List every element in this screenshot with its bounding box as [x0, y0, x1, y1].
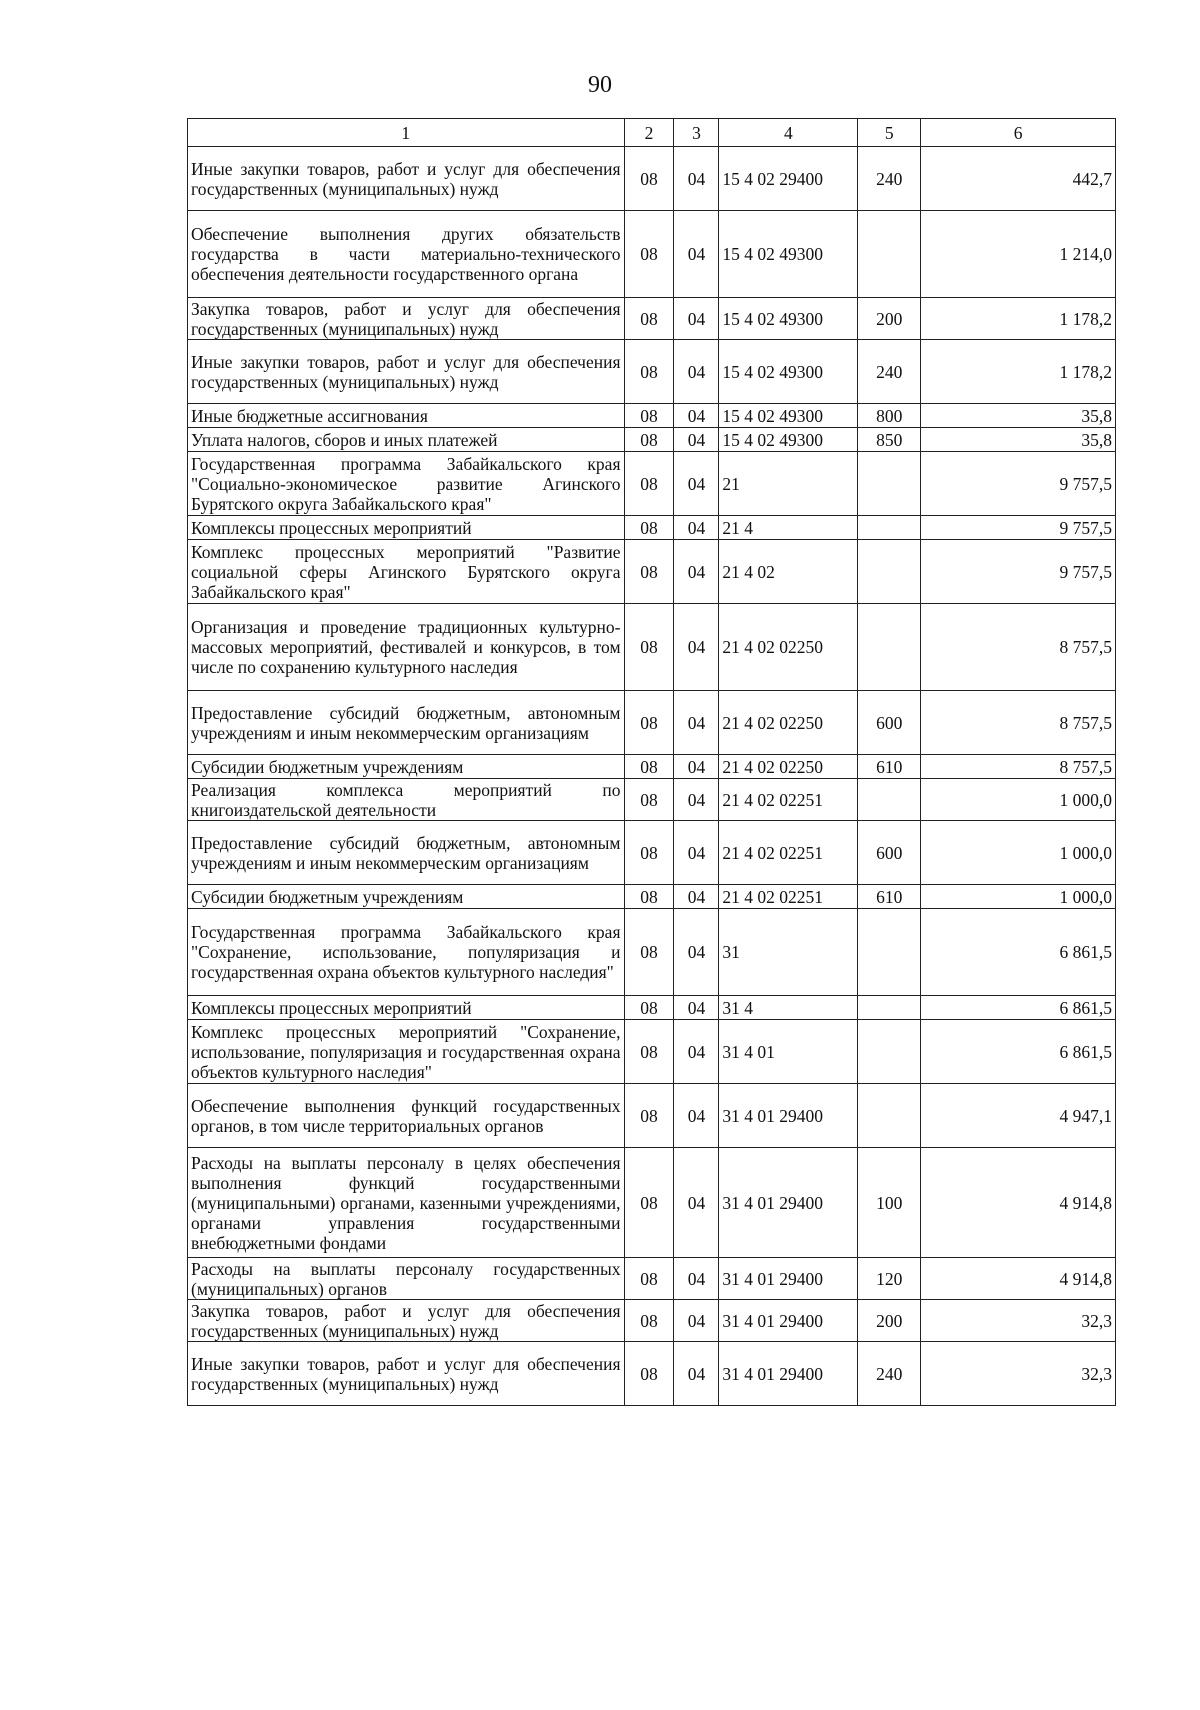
table-row	[188, 516, 1116, 540]
row-amount: 9 757,5	[921, 452, 1116, 516]
budget-table	[187, 118, 1116, 1406]
row-name: Расходы на выплаты персоналу в целях обеспечения выполнения функций государственными (муниципальными) органами, казенными учреждениями, органами управления государственными внебюджетными фондами	[188, 1148, 625, 1258]
table-row	[188, 1148, 1116, 1258]
row-expense-type: 100	[858, 1148, 921, 1258]
row-amount: 6 861,5	[921, 1020, 1116, 1084]
row-subsection: 04	[674, 1300, 719, 1342]
row-target-article: 15 4 02 49300	[719, 211, 858, 298]
row-expense-type: 240	[858, 147, 921, 211]
row-amount: 6 861,5	[921, 909, 1116, 996]
row-expense-type	[858, 909, 921, 996]
row-amount: 32,3	[921, 1342, 1116, 1406]
row-target-article: 31 4 01 29400	[719, 1258, 858, 1300]
row-amount: 1 000,0	[921, 885, 1116, 909]
row-name: Организация и проведение традиционных культурно-массовых мероприятий, фестивалей и конкурсов, в том числе по сохранению культурного наследия	[188, 604, 625, 691]
row-target-article: 21 4 02 02251	[719, 779, 858, 821]
table-row	[188, 909, 1116, 996]
row-subsection: 04	[674, 779, 719, 821]
row-section: 08	[624, 1084, 674, 1148]
row-amount: 442,7	[921, 147, 1116, 211]
row-target-article: 15 4 02 49300	[719, 428, 858, 452]
row-subsection: 04	[674, 604, 719, 691]
row-name: Субсидии бюджетным учреждениям	[188, 755, 625, 779]
row-name: Комплекс процессных мероприятий "Развитие социальной сферы Агинского Бурятского округа Забайкальского края"	[188, 540, 625, 604]
table-row	[188, 1300, 1116, 1342]
row-section: 08	[624, 428, 674, 452]
table-row	[188, 1020, 1116, 1084]
row-subsection: 04	[674, 1148, 719, 1258]
row-expense-type: 610	[858, 885, 921, 909]
row-amount: 32,3	[921, 1300, 1116, 1342]
row-expense-type: 800	[858, 404, 921, 428]
row-section: 08	[624, 516, 674, 540]
row-subsection: 04	[674, 516, 719, 540]
row-name: Расходы на выплаты персоналу государственных (муниципальных) органов	[188, 1258, 625, 1300]
row-name: Иные закупки товаров, работ и услуг для обеспечения государственных (муниципальных) нужд	[188, 340, 625, 404]
row-name: Комплекс процессных мероприятий "Сохранение, использование, популяризация и государственная охрана объектов культурного наследия"	[188, 1020, 625, 1084]
row-subsection: 04	[674, 1084, 719, 1148]
row-section: 08	[624, 1300, 674, 1342]
row-target-article: 15 4 02 49300	[719, 340, 858, 404]
table-body	[188, 147, 1116, 1406]
row-target-article: 31 4 01 29400	[719, 1148, 858, 1258]
row-expense-type	[858, 540, 921, 604]
row-section: 08	[624, 1148, 674, 1258]
row-subsection: 04	[674, 885, 719, 909]
row-expense-type	[858, 779, 921, 821]
header-subsection: 3	[674, 119, 719, 147]
row-name: Государственная программа Забайкальского края "Сохранение, использование, популяризация и государственная охрана объектов культурного наследия"	[188, 909, 625, 996]
header-name: 1	[188, 119, 625, 147]
row-subsection: 04	[674, 147, 719, 211]
row-amount: 1 214,0	[921, 211, 1116, 298]
row-subsection: 04	[674, 1258, 719, 1300]
table-row	[188, 147, 1116, 211]
table-row	[188, 540, 1116, 604]
row-section: 08	[624, 1258, 674, 1300]
row-expense-type	[858, 211, 921, 298]
header-amount: 6	[921, 119, 1116, 147]
table-row	[188, 1258, 1116, 1300]
row-expense-type	[858, 1020, 921, 1084]
row-expense-type	[858, 516, 921, 540]
row-subsection: 04	[674, 540, 719, 604]
row-target-article: 21 4 02 02250	[719, 755, 858, 779]
row-expense-type: 610	[858, 755, 921, 779]
row-target-article: 31 4	[719, 996, 858, 1020]
row-subsection: 04	[674, 298, 719, 340]
row-expense-type: 600	[858, 691, 921, 755]
row-section: 08	[624, 821, 674, 885]
row-name: Реализация комплекса мероприятий по книгоиздательской деятельности	[188, 779, 625, 821]
row-subsection: 04	[674, 211, 719, 298]
row-expense-type: 240	[858, 340, 921, 404]
row-amount: 9 757,5	[921, 540, 1116, 604]
table-row	[188, 340, 1116, 404]
row-section: 08	[624, 211, 674, 298]
row-section: 08	[624, 298, 674, 340]
row-section: 08	[624, 691, 674, 755]
header-target-article: 4	[719, 119, 858, 147]
row-target-article: 31 4 01 29400	[719, 1300, 858, 1342]
row-amount: 4 914,8	[921, 1148, 1116, 1258]
row-target-article: 21 4 02 02250	[719, 604, 858, 691]
row-target-article: 21 4 02 02251	[719, 885, 858, 909]
table-row	[188, 996, 1116, 1020]
row-target-article: 31 4 01	[719, 1020, 858, 1084]
row-subsection: 04	[674, 821, 719, 885]
row-expense-type: 600	[858, 821, 921, 885]
row-expense-type	[858, 1084, 921, 1148]
row-expense-type: 240	[858, 1342, 921, 1406]
row-section: 08	[624, 604, 674, 691]
row-target-article: 15 4 02 49300	[719, 404, 858, 428]
row-amount: 1 178,2	[921, 298, 1116, 340]
table-row	[188, 428, 1116, 452]
row-target-article: 31 4 01 29400	[719, 1342, 858, 1406]
row-section: 08	[624, 779, 674, 821]
table-row	[188, 452, 1116, 516]
row-name: Иные закупки товаров, работ и услуг для обеспечения государственных (муниципальных) нужд	[188, 147, 625, 211]
row-name: Уплата налогов, сборов и иных платежей	[188, 428, 625, 452]
row-expense-type: 120	[858, 1258, 921, 1300]
row-section: 08	[624, 540, 674, 604]
row-amount: 1 000,0	[921, 821, 1116, 885]
row-expense-type: 200	[858, 298, 921, 340]
row-amount: 8 757,5	[921, 755, 1116, 779]
row-section: 08	[624, 996, 674, 1020]
row-section: 08	[624, 147, 674, 211]
table-row	[188, 755, 1116, 779]
table-row	[188, 885, 1116, 909]
header-row	[188, 119, 1116, 147]
row-expense-type: 200	[858, 1300, 921, 1342]
row-name: Государственная программа Забайкальского края "Социально-экономическое развитие Агинского Бурятского округа Забайкальского края"	[188, 452, 625, 516]
row-section: 08	[624, 340, 674, 404]
row-subsection: 04	[674, 691, 719, 755]
row-section: 08	[624, 1342, 674, 1406]
row-target-article: 21	[719, 452, 858, 516]
header-section: 2	[624, 119, 674, 147]
row-section: 08	[624, 452, 674, 516]
row-name: Закупка товаров, работ и услуг для обеспечения государственных (муниципальных) нужд	[188, 298, 625, 340]
row-target-article: 15 4 02 29400	[719, 147, 858, 211]
row-expense-type	[858, 996, 921, 1020]
table-row	[188, 821, 1116, 885]
row-target-article: 21 4	[719, 516, 858, 540]
row-target-article: 15 4 02 49300	[719, 298, 858, 340]
row-subsection: 04	[674, 755, 719, 779]
row-target-article: 31 4 01 29400	[719, 1084, 858, 1148]
table-row	[188, 604, 1116, 691]
row-amount: 4 914,8	[921, 1258, 1116, 1300]
row-subsection: 04	[674, 452, 719, 516]
row-subsection: 04	[674, 404, 719, 428]
row-amount: 35,8	[921, 428, 1116, 452]
table-row	[188, 779, 1116, 821]
row-amount: 1 000,0	[921, 779, 1116, 821]
row-amount: 6 861,5	[921, 996, 1116, 1020]
row-target-article: 21 4 02 02251	[719, 821, 858, 885]
row-target-article: 21 4 02 02250	[719, 691, 858, 755]
row-subsection: 04	[674, 428, 719, 452]
row-name: Обеспечение выполнения других обязательств государства в части материально-технического обеспечения деятельности государственного органа	[188, 211, 625, 298]
table-row	[188, 1084, 1116, 1148]
row-section: 08	[624, 885, 674, 909]
row-expense-type	[858, 604, 921, 691]
row-target-article: 21 4 02	[719, 540, 858, 604]
table-row	[188, 691, 1116, 755]
row-subsection: 04	[674, 996, 719, 1020]
row-name: Комплексы процессных мероприятий	[188, 516, 625, 540]
table-row	[188, 1342, 1116, 1406]
row-name: Субсидии бюджетным учреждениям	[188, 885, 625, 909]
row-name: Предоставление субсидий бюджетным, автономным учреждениям и иным некоммерческим организациям	[188, 691, 625, 755]
row-section: 08	[624, 1020, 674, 1084]
row-section: 08	[624, 909, 674, 996]
row-name: Иные бюджетные ассигнования	[188, 404, 625, 428]
row-subsection: 04	[674, 1020, 719, 1084]
row-amount: 4 947,1	[921, 1084, 1116, 1148]
row-subsection: 04	[674, 1342, 719, 1406]
table-row	[188, 404, 1116, 428]
row-amount: 1 178,2	[921, 340, 1116, 404]
table-row	[188, 211, 1116, 298]
row-section: 08	[624, 404, 674, 428]
table-row	[188, 298, 1116, 340]
row-expense-type: 850	[858, 428, 921, 452]
row-target-article: 31	[719, 909, 858, 996]
row-subsection: 04	[674, 340, 719, 404]
row-amount: 8 757,5	[921, 604, 1116, 691]
row-name: Предоставление субсидий бюджетным, автономным учреждениям и иным некоммерческим организациям	[188, 821, 625, 885]
row-expense-type	[858, 452, 921, 516]
row-amount: 8 757,5	[921, 691, 1116, 755]
page-number: 90	[588, 72, 612, 98]
header-expense-type: 5	[858, 119, 921, 147]
row-amount: 9 757,5	[921, 516, 1116, 540]
row-subsection: 04	[674, 909, 719, 996]
row-name: Обеспечение выполнения функций государственных органов, в том числе территориальных органов	[188, 1084, 625, 1148]
row-name: Закупка товаров, работ и услуг для обеспечения государственных (муниципальных) нужд	[188, 1300, 625, 1342]
row-amount: 35,8	[921, 404, 1116, 428]
row-section: 08	[624, 755, 674, 779]
row-name: Иные закупки товаров, работ и услуг для обеспечения государственных (муниципальных) нужд	[188, 1342, 625, 1406]
row-name: Комплексы процессных мероприятий	[188, 996, 625, 1020]
